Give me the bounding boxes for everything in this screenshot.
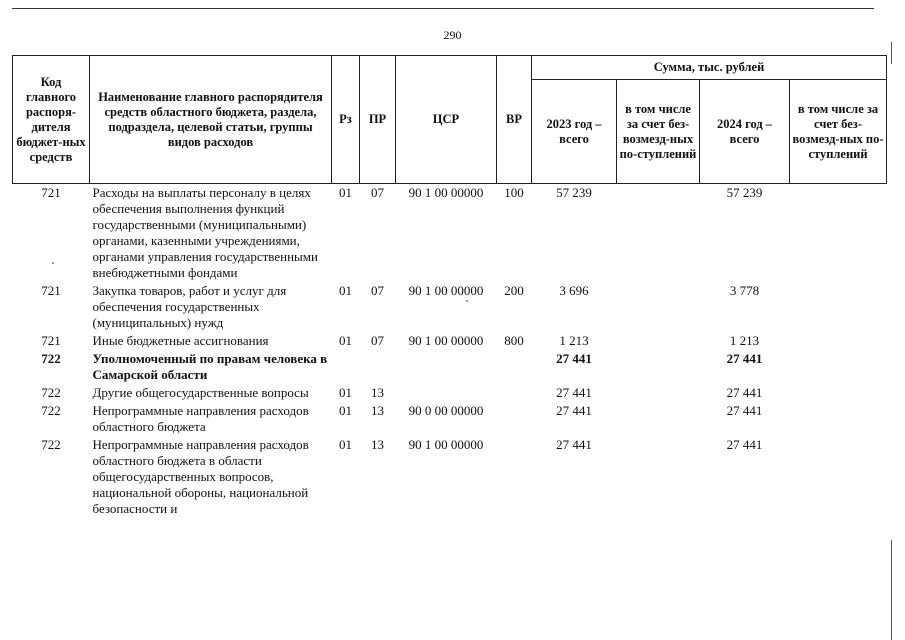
cell-2024-free: [790, 282, 887, 332]
top-rule: [12, 8, 874, 9]
cell-csr: 90 0 00 00000: [408, 403, 484, 418]
cell-csr: 90 1 00 00000: [408, 437, 484, 452]
cell-vr: 800: [504, 333, 524, 348]
table-row: [13, 184, 887, 283]
cell-2024-total: 27 441: [726, 351, 763, 366]
cell-code: 721: [41, 283, 61, 298]
header-2023-total: 2023 год – всего: [532, 80, 617, 184]
cell-2023-total: 1 213: [559, 333, 589, 348]
header-pr: ПР: [360, 56, 396, 184]
table-row: [13, 436, 887, 518]
cell-2023-free: [617, 332, 700, 350]
cell-2023-free: [617, 282, 700, 332]
cell-vr: [497, 350, 532, 384]
cell-2023-total: 27 441: [556, 351, 592, 366]
cell-2024-total: 1 213: [729, 333, 760, 348]
cell-vr: 200: [504, 283, 524, 298]
header-2024-total: 2024 год – всего: [700, 80, 790, 184]
table-row: [13, 402, 887, 436]
header-rz: Рз: [332, 56, 360, 184]
cell-2023-total: 27 441: [556, 385, 592, 400]
cell-rz: 01: [339, 437, 352, 452]
cell-code: 721: [41, 333, 61, 348]
cell-2024-free: [790, 184, 887, 283]
cell-2024-total: 27 441: [726, 403, 763, 418]
cell-pr: 13: [371, 385, 384, 400]
cell-2024-free: [790, 402, 887, 436]
cell-csr: 90 1 00 00000: [408, 283, 484, 298]
scan-edge-line: [891, 540, 892, 640]
header-2024-free: в том числе за счет без-возмезд-ных по-ступлений: [790, 80, 887, 184]
scan-edge-line: [891, 42, 892, 64]
cell-rz: 01: [339, 333, 352, 348]
cell-2023-free: [617, 384, 700, 402]
header-csr: ЦСР: [396, 56, 497, 184]
cell-2023-free: [617, 402, 700, 436]
header-name: Наименование главного распорядителя средств областного бюджета, раздела, подраздела, целевой статьи, группы видов расходов: [90, 56, 332, 184]
page-number: 290: [443, 28, 462, 42]
header-code: Код главного распоря-дителя бюджет-ных средств: [13, 56, 90, 184]
header-sum: Сумма, тыс. рублей: [532, 56, 887, 80]
cell-2024-total: 3 778: [729, 283, 760, 298]
cell-code: 722: [41, 351, 61, 366]
header-vr: ВР: [497, 56, 532, 184]
cell-code: 722: [41, 437, 61, 452]
cell-2023-total: 27 441: [556, 437, 592, 452]
cell-2023-free: [617, 184, 700, 283]
cell-csr: 90 1 00 00000: [408, 333, 484, 348]
cell-name: Непрограммные направления расходов областного бюджета в области общегосударственных вопросов, национальной обороны, национальной безопасности и: [92, 437, 309, 516]
budget-table: [12, 55, 887, 518]
cell-code: 721: [41, 185, 61, 200]
cell-name: Закупка товаров, работ и услуг для обеспечения государственных (муниципальных) нужд: [92, 283, 287, 330]
table-row: [13, 350, 887, 384]
cell-name: Непрограммные направления расходов областного бюджета: [92, 403, 309, 434]
cell-pr: 13: [371, 403, 384, 418]
table-body: [13, 184, 887, 519]
table-row: [13, 332, 887, 350]
cell-rz: [332, 350, 360, 384]
cell-name: Другие общегосударственные вопросы: [92, 385, 309, 400]
cell-vr: [497, 436, 532, 518]
cell-pr: 07: [371, 283, 384, 298]
cell-2024-total: 57 239: [726, 185, 763, 200]
cell-code: 722: [41, 403, 61, 418]
cell-code: 722: [41, 385, 61, 400]
table-row: [13, 282, 887, 332]
cell-vr: 100: [504, 185, 524, 200]
cell-csr: [396, 384, 497, 402]
cell-2024-free: [790, 332, 887, 350]
cell-vr: [497, 384, 532, 402]
cell-2023-free: [617, 350, 700, 384]
cell-2024-free: [790, 384, 887, 402]
cell-csr: 90 1 00 00000: [408, 185, 484, 200]
cell-name: Уполномоченный по правам человека в Самарской области: [92, 351, 328, 382]
cell-rz: 01: [339, 403, 352, 418]
cell-2023-total: 57 239: [556, 185, 592, 200]
cell-csr: [396, 350, 497, 384]
cell-vr: [497, 402, 532, 436]
cell-2023-total: 3 696: [559, 283, 589, 298]
cell-rz: 01: [339, 385, 352, 400]
cell-2024-total: 27 441: [726, 437, 763, 452]
table-row: [13, 384, 887, 402]
cell-rz: 01: [339, 283, 352, 298]
cell-pr: 07: [371, 185, 384, 200]
cell-2024-free: [790, 436, 887, 518]
header-2023-free: в том числе за счет без-возмезд-ных по-ступлений: [617, 80, 700, 184]
cell-2023-free: [617, 436, 700, 518]
cell-name: Расходы на выплаты персоналу в целях обеспечения выполнения функций государственными (муниципальными) органами, казенными учреждениями, органами управления государственными внебюджетными фондами: [92, 185, 318, 280]
cell-2024-total: 27 441: [726, 385, 763, 400]
cell-rz: 01: [339, 185, 352, 200]
cell-2023-total: 27 441: [556, 403, 592, 418]
cell-name: Иные бюджетные ассигнования: [92, 333, 269, 348]
cell-2024-free: [790, 350, 887, 384]
cell-pr: 07: [371, 333, 384, 348]
cell-pr: 13: [371, 437, 384, 452]
cell-pr: [360, 350, 396, 384]
